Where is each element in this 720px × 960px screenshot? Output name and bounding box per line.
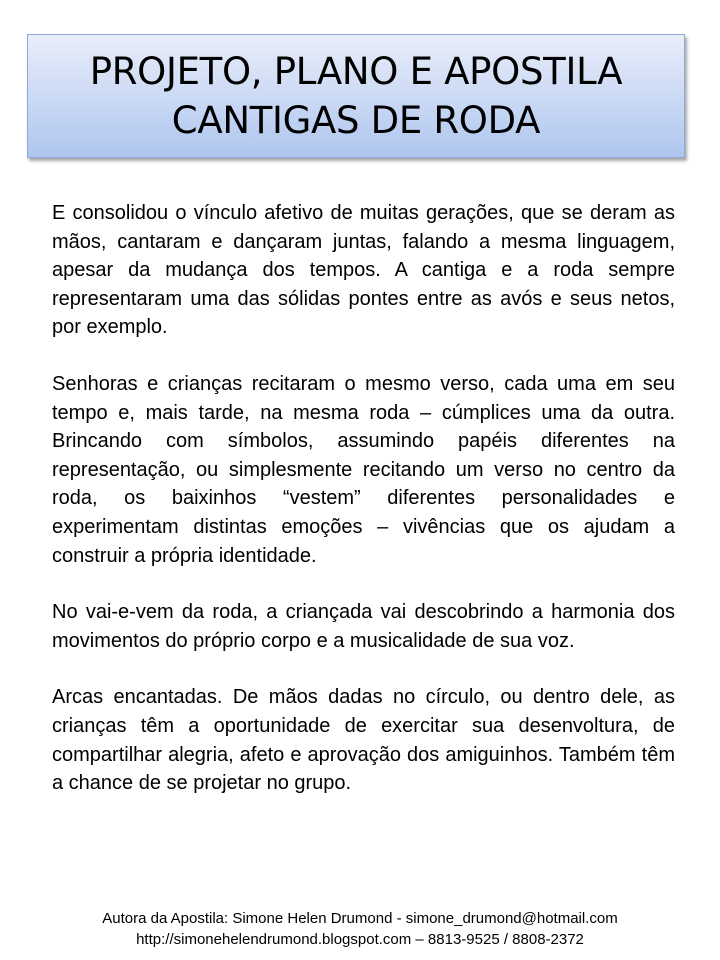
paragraph-1: E consolidou o vínculo afetivo de muitas gerações, que se deram as mãos, cantaram e dançaram juntas, falando a mesma linguagem, apesar da mudança dos tempos. A cantiga e a roda sempre representaram uma das sólidas pontes entre as avós e seus netos, por exemplo. bbox=[52, 202, 675, 339]
footer-author-line: Autora da Apostila: Simone Helen Drumond - simone_drumond@hotmail.com bbox=[102, 910, 618, 927]
footer-credits bbox=[0, 908, 720, 950]
paragraph-2: Senhoras e crianças recitaram o mesmo verso, cada uma em seu tempo e, mais tarde, na mesma roda – cúmplices uma da outra. Brincando com símbolos, assumindo papéis diferentes na representação, ou simplesmente recitando um verso no centro da roda, os baixinhos “vestem” diferentes personalidades e experimentam distintas emoções – vivências que os ajudam a construir a própria identidade. bbox=[52, 372, 675, 567]
paragraph-4: Arcas encantadas. De mãos dadas no círculo, ou dentro dele, as crianças têm a oportunidade de exercitar sua desenvoltura, de compartilhar alegria, afeto e aprovação dos amiguinhos. Também têm a chance de se projetar no grupo. bbox=[52, 686, 675, 795]
footer-contact-line: http://simonehelendrumond.blogspot.com – 8813-9525 / 8808-2372 bbox=[136, 931, 584, 948]
body-text bbox=[52, 199, 675, 798]
title-line-1: PROJETO, PLANO E APOSTILA bbox=[89, 50, 623, 93]
paragraph-3: No vai-e-vem da roda, a criançada vai descobrindo a harmonia dos movimentos do próprio corpo e a musicalidade de sua voz. bbox=[52, 601, 675, 652]
title-banner bbox=[27, 34, 685, 158]
title-line-2: CANTIGAS DE RODA bbox=[171, 99, 541, 142]
